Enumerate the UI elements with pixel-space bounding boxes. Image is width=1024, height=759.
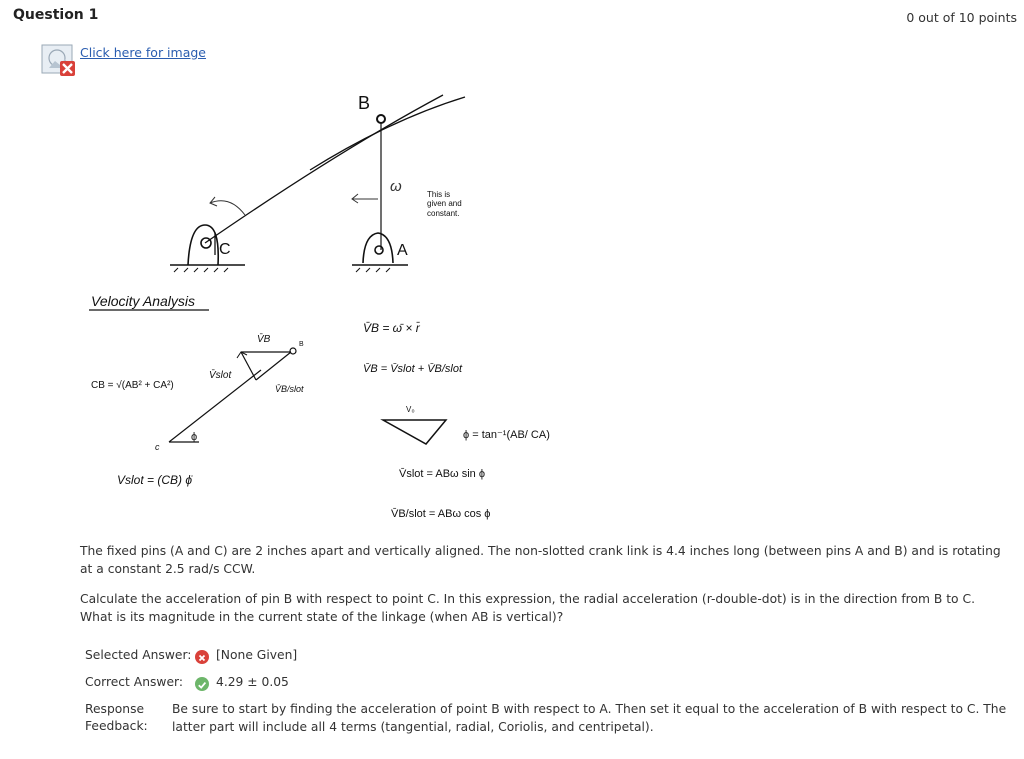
vslot-label: V̄slot bbox=[209, 370, 232, 381]
label-a: A bbox=[397, 242, 408, 259]
pin-a bbox=[375, 246, 383, 254]
omega-label: ω bbox=[390, 178, 402, 195]
phi-label: ϕ bbox=[191, 431, 198, 443]
cb-equation: CB = √(AB² + CA²) bbox=[91, 380, 174, 391]
selected-answer-label: Selected Answer: bbox=[85, 648, 192, 662]
feedback-label-line-1: Response bbox=[85, 702, 145, 716]
vbslot-vector bbox=[256, 352, 291, 380]
note-line-1: This is bbox=[427, 190, 451, 199]
linkage-diagram bbox=[160, 75, 495, 280]
correct-answer-value: 4.29 ± 0.05 bbox=[216, 675, 289, 689]
pin-b bbox=[377, 115, 385, 123]
velocity-analysis-diagram bbox=[81, 280, 570, 529]
vslot-vector bbox=[241, 352, 256, 380]
note-line-2: given and bbox=[427, 199, 462, 208]
velocity-title: Velocity Analysis bbox=[91, 293, 196, 309]
vo-label: V₀ bbox=[406, 405, 415, 414]
vslot-equation: Vslot = (CB) ϕ̇ bbox=[117, 473, 193, 487]
vbslot-label: V̄B/slot bbox=[275, 384, 304, 394]
response-feedback-text: Be sure to start by finding the acceleration of point B with respect to A. Then set it equal to the acceleration of B with respect to C. The latter part will include all 4 terms (tangential, radial, Coriolis, and centripetal). bbox=[172, 702, 1007, 734]
label-b: B bbox=[358, 93, 371, 113]
vb-label: V̄B bbox=[257, 334, 271, 345]
pivot-c-support bbox=[188, 225, 218, 265]
vbslot-abw-equation: V̄B/slot = ABω cos ϕ bbox=[391, 508, 491, 520]
phi-equation: ϕ = tan⁻¹(AB/ CA) bbox=[463, 429, 550, 441]
vslot-abw-equation: V̄slot = ABω sin ϕ bbox=[399, 468, 485, 480]
question-title: Question 1 bbox=[13, 7, 99, 23]
equation-vb: V̄B = ω̄ × r̄ bbox=[363, 321, 420, 335]
feedback-label-line-2: Feedback: bbox=[85, 719, 148, 733]
broken-image-icon[interactable] bbox=[41, 44, 76, 77]
selected-answer-value: [None Given] bbox=[216, 648, 298, 662]
question-paragraph-2: Calculate the acceleration of pin B with respect to point C. In this expression, the radial acceleration (r-double-dot) is in the direction from B to C. What is its magnitude in the current state of the linkage (when AB is vertical)? bbox=[80, 592, 975, 624]
correct-icon bbox=[195, 677, 209, 691]
slotted-link-lower-edge bbox=[205, 95, 443, 243]
b-label: B bbox=[299, 341, 304, 348]
correct-answer-label: Correct Answer: bbox=[85, 675, 184, 689]
image-link[interactable]: Click here for image bbox=[80, 45, 206, 60]
note-line-3: constant. bbox=[427, 209, 460, 218]
incorrect-icon bbox=[195, 650, 209, 664]
c-label: c bbox=[155, 442, 160, 452]
small-velocity-triangle bbox=[383, 420, 446, 444]
label-c: C bbox=[219, 241, 231, 258]
equation-vb-sum: V̄B = V̄slot + V̄B/slot bbox=[363, 363, 463, 375]
question-paragraph-1: The fixed pins (A and C) are 2 inches apart and vertically aligned. The non-slotted crank link is 4.4 inches long (between pins A and B) and is rotating at a constant 2.5 rad/s CCW. bbox=[80, 544, 1001, 576]
question-points: 0 out of 10 points bbox=[906, 10, 1017, 25]
pivot-a-support bbox=[363, 233, 393, 263]
